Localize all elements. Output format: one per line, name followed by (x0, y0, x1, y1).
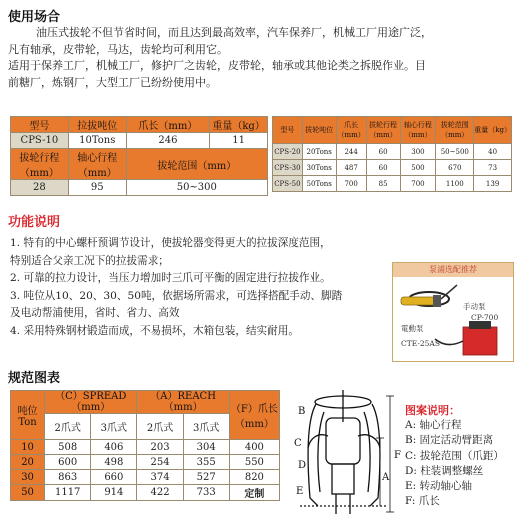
model-cell: 244 (336, 144, 366, 160)
model-cell: 85 (366, 176, 400, 192)
dim-cell: 733 (183, 485, 229, 501)
dim-ton-unit: Ton (18, 417, 37, 428)
spec-cell: 95 (68, 180, 126, 196)
model-cell: CPS-30 (273, 160, 303, 176)
usage-paragraph (8, 25, 514, 91)
diagram-letter-e: E (296, 486, 304, 497)
model-header-cell: 拔轮行程（mm） (366, 117, 400, 144)
dim-spread-unit: （mm） (71, 402, 111, 413)
model-cell: 60 (366, 144, 400, 160)
feature-line: 1. 特有的中心螺杆预调节设计，使拔轮器变得更大的拉拔深度范围， (10, 237, 331, 249)
dim-cell: 203 (137, 440, 183, 455)
diagram-letter-f: F (394, 450, 401, 461)
model-cell: 487 (336, 160, 366, 176)
section-title-dimension: 规范图表 (8, 371, 61, 386)
model-cell: 73 (474, 160, 512, 176)
dim-cell: 1117 (45, 485, 91, 501)
feature-line: 2. 可靠的拉力设计，当压力增加时三爪可平衡的固定进行拉拔作业。 (10, 272, 331, 284)
dim-cell: 914 (91, 485, 137, 501)
hand-pump-label: 手动泵 (463, 302, 486, 311)
dim-header-spread (45, 391, 137, 414)
dim-header-f (229, 391, 279, 440)
dim-f-unit: （mm） (234, 419, 274, 430)
legend-item: A: 轴心行程 (405, 419, 462, 432)
dim-cell: 50 (11, 485, 45, 501)
dim-cell: 508 (45, 440, 91, 455)
electric-pump-label: 電動泵 (401, 324, 424, 333)
legend-item: F: 爪长 (405, 495, 440, 508)
model-cell: 50~500 (436, 144, 474, 160)
dim-cell: 定制 (229, 485, 279, 501)
spec-header-cell: 拔轮范围（mm） (126, 149, 267, 180)
dim-cell: 355 (183, 455, 229, 470)
model-header-cell: 重量（kg） (474, 117, 512, 144)
dim-cell: 498 (91, 455, 137, 470)
model-cell: 30Tons (302, 160, 336, 176)
dim-subheader: 3爪式 (91, 414, 137, 440)
model-cell: 670 (436, 160, 474, 176)
dim-cell: 820 (229, 470, 279, 485)
dim-cell: 374 (137, 470, 183, 485)
dim-cell: 527 (183, 470, 229, 485)
spec-header-cell: 拔轮行程（mm） (11, 149, 69, 180)
features-list (10, 235, 380, 340)
dim-ton-label: 吨位 (17, 406, 38, 417)
dim-cell: 20 (11, 455, 45, 470)
spec-header-cell: 爪长（mm） (126, 117, 210, 133)
puller-diagram (288, 388, 404, 522)
model-header-cell: 轴心行程（mm） (400, 117, 436, 144)
section-title-usage: 使用场合 (8, 10, 61, 25)
model-cell: 700 (400, 176, 436, 192)
dim-subheader: 2爪式 (137, 414, 183, 440)
spec-cell: 28 (11, 180, 69, 196)
dim-spread-label: （C）SPREAD (55, 391, 127, 402)
usage-line: 凡有轴承，皮带轮，马达，齿轮均可利用它。 (8, 42, 228, 56)
feature-line: 4. 采用特殊钢材锻造而成，不易损坏，木箱包装，结实耐用。 (10, 324, 299, 337)
model-cell: 50Tons (302, 176, 336, 192)
model-header-cell: 型号 (273, 117, 303, 144)
model-cell: 40 (474, 144, 512, 160)
dim-subheader: 3爪式 (183, 414, 229, 440)
dim-cell: 660 (91, 470, 137, 485)
diagram-legend (405, 403, 504, 509)
dim-cell: 304 (183, 440, 229, 455)
spec-cell: CPS-10 (11, 133, 69, 149)
model-cell: 60 (366, 160, 400, 176)
pump-recommendation-box (392, 262, 514, 362)
usage-line: 前糖厂，炼钢厂，大型工厂已纷纷使用中。 (8, 75, 217, 89)
dim-cell: 422 (137, 485, 183, 501)
model-cell: 1100 (436, 176, 474, 192)
model-cell: CPS-50 (273, 176, 303, 192)
dim-reach-label: （A）REACH (150, 391, 216, 402)
spec-header-cell: 拉拔吨位 (68, 117, 126, 133)
model-header-cell: 拔轮范围（mm） (436, 117, 474, 144)
dim-cell: 30 (11, 470, 45, 485)
dimension-table (10, 390, 280, 501)
pump-box-title: 泵浦选配推荐 (393, 263, 513, 277)
dim-header-ton (11, 391, 45, 440)
diagram-letter-a: A (382, 472, 390, 483)
legend-item: E: 转动轴心轴 (405, 480, 473, 493)
hand-pump-model: CP-700 (471, 313, 499, 322)
feature-line: 3. 吨位从10、20、30、50吨，依据场所需求，可选择搭配手动、脚踏 (10, 289, 343, 302)
spec-cell: 246 (126, 133, 210, 149)
spec-table (10, 116, 268, 196)
model-cell: 139 (474, 176, 512, 192)
dim-reach-unit: （mm） (163, 402, 203, 413)
feature-line: 特别适合父亲工况下的拉拔需求； (10, 254, 169, 267)
dim-cell: 406 (91, 440, 137, 455)
legend-item: B: 固定活动臂距离 (405, 434, 494, 447)
dim-cell: 10 (11, 440, 45, 455)
dim-cell: 400 (229, 440, 279, 455)
model-header-cell: 拔轮吨位 (302, 117, 336, 144)
dim-header-reach (137, 391, 229, 414)
feature-line: 及电动帮浦使用，省时、省力、高效 (10, 307, 180, 319)
dim-subheader: 2爪式 (45, 414, 91, 440)
usage-line: 适用于保养工厂，机械工厂，修护厂之齿轮，皮带轮，轴承或其他论类之拆脱作业。目 (8, 59, 426, 72)
dim-cell: 600 (45, 455, 91, 470)
dim-f-label: （F）爪长 (230, 404, 278, 415)
spec-cell: 50~300 (126, 180, 267, 196)
spec-cell: 10Tons (68, 133, 126, 149)
model-cell: 500 (400, 160, 436, 176)
spec-header-cell: 型号 (11, 117, 69, 133)
spec-header-cell: 重量（kg） (210, 117, 268, 133)
section-title-features: 功能说明 (8, 215, 61, 230)
model-table (272, 116, 512, 192)
model-cell: 20Tons (302, 144, 336, 160)
electric-pump-model: CTE-25AS (401, 339, 440, 348)
diagram-letter-c: C (294, 438, 302, 449)
model-cell: 300 (400, 144, 436, 160)
spec-cell: 11 (210, 133, 268, 149)
dim-cell: 863 (45, 470, 91, 485)
model-header-cell: 爪长（mm） (336, 117, 366, 144)
dim-cell: 254 (137, 455, 183, 470)
diagram-letter-b: B (298, 406, 306, 417)
legend-title: 图案说明： (405, 404, 460, 417)
model-cell: 700 (336, 176, 366, 192)
spec-header-cell: 轴心行程（mm） (68, 149, 126, 180)
legend-item: C: 拔轮范围（爪距） (405, 449, 504, 462)
model-cell: CPS-20 (273, 144, 303, 160)
usage-line: 油压式拔轮不但节省时间，而且达到最高效率，汽车保养厂，机械工厂用途广泛， (36, 26, 432, 39)
dim-cell: 550 (229, 455, 279, 470)
legend-item: D: 柱装调整螺丝 (405, 464, 484, 477)
diagram-letter-d: D (298, 460, 307, 471)
